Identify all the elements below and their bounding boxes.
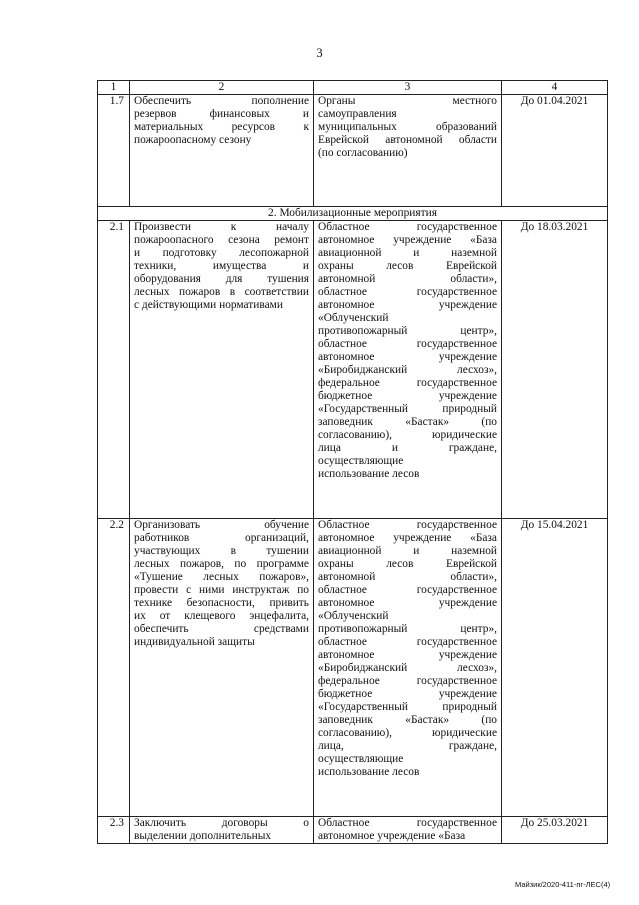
responsible-text-line: согласованию), юридические [318,727,497,739]
page-number: 3 [316,46,323,60]
responsible-text-line: «Государственный природный [318,403,497,415]
measure-text-line: обеспечить средствами [134,623,309,635]
measure-text-line: с действующими нормативами [134,299,283,311]
responsible-text-line: муниципальных образований [318,121,497,133]
responsible-text-line: противопожарный центр», [318,325,497,337]
row-number: 2.2 [98,519,130,817]
measure-text-line: Обеспечить пополнение [134,95,309,107]
responsible-text-line: противопожарный центр», [318,623,497,635]
responsible-text-line: лица, граждане, [318,740,497,752]
responsible-text-line: использование лесов [318,766,420,778]
measure-cell [130,95,314,207]
measure-text-line: «Тушение лесных пожаров», [134,571,309,583]
responsible-cell [314,95,502,207]
deadline-cell: До 01.04.2021 [502,95,608,207]
table-row [98,95,608,207]
measure-text-line: пожароопасному сезону [134,134,252,146]
measures-table [97,80,608,844]
measure-text-line: Произвести к началу [134,221,309,233]
responsible-text-line: использование лесов [318,468,420,480]
responsible-text-line: охраны лесов Еврейской [318,558,497,570]
responsible-text-line: «Биробиджанский лесхоз», [318,364,497,376]
measure-text-line: резервов финансовых и [134,108,309,120]
measure-text-line: оборудования для тушения [134,273,309,285]
responsible-text-line: автономное учреждение [318,649,497,661]
responsible-text-line: областное государственное [318,338,497,350]
measure-text-line: материальных ресурсов к [134,121,309,133]
responsible-text-line: «Биробиджанский лесхоз», [318,662,497,674]
document-code: Майзик/2020-411-пг-ЛЕС(4) [515,880,611,889]
section-title: 2. Мобилизационные мероприятия [98,207,608,221]
responsible-text-line: федеральное государственное [318,675,497,687]
measure-text-line: технике безопасности, привить [134,597,309,609]
row-number: 2.3 [98,817,130,844]
responsible-cell [314,221,502,519]
measure-text-line: лесных пожаров, по программе [134,558,309,570]
measure-text-line: провести с ними инструктаж по [134,584,309,596]
deadline-cell: До 15.04.2021 [502,519,608,817]
responsible-text-line: самоуправления [318,108,397,120]
header-cell: 4 [502,81,608,95]
responsible-text-line: бюджетное учреждение [318,688,497,700]
table-header-row [98,81,608,95]
responsible-text-line: согласованию), юридические [318,429,497,441]
responsible-text-line: автономное учреждение [318,597,497,609]
responsible-text-line: автономной области», [318,571,497,583]
row-number: 1.7 [98,95,130,207]
responsible-text-line: автономное учреждение «База [318,830,466,842]
responsible-text-line: Еврейской автономной области [318,134,497,146]
measure-cell [130,519,314,817]
responsible-text-line: областное государственное [318,286,497,298]
table-row [98,817,608,844]
deadline-cell: До 18.03.2021 [502,221,608,519]
measure-cell [130,817,314,844]
measure-text-line: выделении дополнительных [134,830,272,842]
deadline-cell: До 25.03.2021 [502,817,608,844]
responsible-text-line: Областное государственное [318,221,497,233]
responsible-text-line: автономное учреждение [318,351,497,363]
responsible-text-line: (по согласованию) [318,147,408,159]
responsible-text-line: «Облученский [318,610,389,622]
measure-text-line: индивидуальной защиты [134,636,255,648]
responsible-text-line: авиационной и наземной [318,545,497,557]
measure-text-line: Организовать обучение [134,519,309,531]
responsible-text-line: автономной области», [318,273,497,285]
table-row [98,221,608,519]
responsible-text-line: Областное государственное [318,817,497,829]
row-number: 2.1 [98,221,130,519]
table-row [98,519,608,817]
responsible-text-line: областное государственное [318,584,497,596]
header-cell: 2 [130,81,314,95]
measure-text-line: пожароопасного сезона ремонт [134,234,309,246]
header-cell: 1 [98,81,130,95]
measure-text-line: лесных пожаров в соответствии [134,286,309,298]
responsible-text-line: осуществляющие [318,753,404,765]
responsible-text-line: «Облученский [318,312,389,324]
responsible-text-line: охраны лесов Еврейской [318,260,497,272]
responsible-cell [314,817,502,844]
header-cell: 3 [314,81,502,95]
measure-cell [130,221,314,519]
responsible-text-line: «Государственный природный [318,701,497,713]
responsible-text-line: автономное учреждение [318,299,497,311]
responsible-text-line: автономное учреждение «База [318,234,497,246]
measure-text-line: участвующих в тушении [134,545,309,557]
section-row [98,207,608,221]
responsible-cell [314,519,502,817]
responsible-text-line: заповедник «Бастак» (по [318,714,497,726]
responsible-text-line: заповедник «Бастак» (по [318,416,497,428]
responsible-text-line: Областное государственное [318,519,497,531]
responsible-text-line: осуществляющие [318,455,404,467]
measure-text-line: техники, имущества и [134,260,309,272]
measure-text-line: их от клещевого энцефалита, [134,610,309,622]
responsible-text-line: лица и граждане, [318,442,497,454]
measure-text-line: работников организаций, [134,532,309,544]
responsible-text-line: областное государственное [318,636,497,648]
measure-text-line: Заключить договоры о [134,817,309,829]
measure-text-line: и подготовку лесопожарной [134,247,309,259]
responsible-text-line: Органы местного [318,95,497,107]
responsible-text-line: автономное учреждение «База [318,532,497,544]
responsible-text-line: авиационной и наземной [318,247,497,259]
responsible-text-line: федеральное государственное [318,377,497,389]
responsible-text-line: бюджетное учреждение [318,390,497,402]
